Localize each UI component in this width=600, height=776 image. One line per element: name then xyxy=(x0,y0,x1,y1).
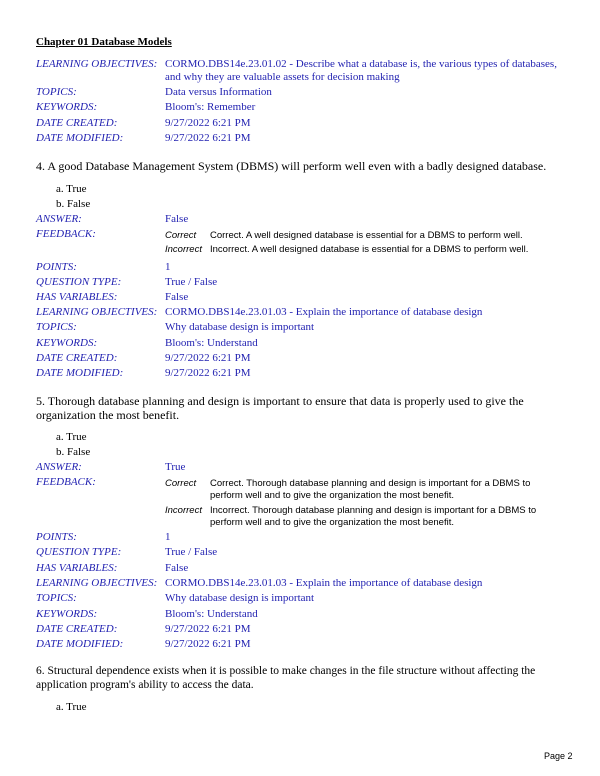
q3-date-created-label: DATE CREATED: xyxy=(36,117,118,129)
q4-feedback-correct-tag: Correct xyxy=(165,230,197,241)
q5-date-modified-label: DATE MODIFIED: xyxy=(36,638,124,650)
q6-question-line-2: application program's ability to access the data. xyxy=(36,679,254,691)
q4-date-created-value: 9/27/2022 6:21 PM xyxy=(165,352,251,364)
q5-topics-value: Why database design is important xyxy=(165,592,315,604)
q4-learning-objectives-value: CORMO.DBS14e.23.01.03 - Explain the importance of database design xyxy=(165,306,483,318)
q3-date-modified-label: DATE MODIFIED: xyxy=(36,132,124,144)
q5-feedback-incorrect-text-2: perform well and to give the organization the most benefit. xyxy=(210,517,454,528)
q3-learning-objectives-label: LEARNING OBJECTIVES: xyxy=(36,58,158,70)
q5-topics-label: TOPICS: xyxy=(36,592,77,604)
q4-date-modified-value: 9/27/2022 6:21 PM xyxy=(165,367,251,379)
q3-topics-value: Data versus Information xyxy=(165,86,272,98)
q5-date-created-value: 9/27/2022 6:21 PM xyxy=(165,623,251,635)
q5-feedback-correct-tag: Correct xyxy=(165,478,197,489)
q5-feedback-correct-text-1: Correct. Thorough database planning and design is important for a DBMS to xyxy=(210,478,531,489)
q3-learning-objectives-value-2: and why they are valuable assets for decision making xyxy=(165,71,400,83)
q6-question-line-1: 6. Structural dependence exists when it is possible to make changes in the file structure without affecting the xyxy=(36,665,536,677)
q5-has-variables-value: False xyxy=(165,562,189,574)
q5-feedback-label: FEEDBACK: xyxy=(36,476,96,488)
q6-option-a: a. True xyxy=(56,701,87,713)
q5-learning-objectives-value: CORMO.DBS14e.23.01.03 - Explain the importance of database design xyxy=(165,577,483,589)
q5-date-modified-value: 9/27/2022 6:21 PM xyxy=(165,638,251,650)
q3-keywords-value: Bloom's: Remember xyxy=(165,101,256,113)
q4-feedback-incorrect-tag: Incorrect xyxy=(165,244,202,255)
q5-keywords-value: Bloom's: Understand xyxy=(165,608,258,620)
q4-keywords-value: Bloom's: Understand xyxy=(165,337,258,349)
q4-date-created-label: DATE CREATED: xyxy=(36,352,118,364)
q5-answer-value: True xyxy=(165,461,186,473)
q5-points-label: POINTS: xyxy=(36,531,77,543)
q4-answer-value: False xyxy=(165,213,189,225)
q3-date-created-value: 9/27/2022 6:21 PM xyxy=(165,117,251,129)
page-number: Page 2 xyxy=(544,751,573,761)
q4-points-value: 1 xyxy=(165,261,171,273)
q3-learning-objectives-value-1: CORMO.DBS14e.23.01.02 - Describe what a database is, the various types of databases, xyxy=(165,58,557,70)
q4-topics-label: TOPICS: xyxy=(36,321,77,333)
q5-question-line-1: 5. Thorough database planning and design is important to ensure that data is properly used to give the xyxy=(36,394,524,408)
q4-points-label: POINTS: xyxy=(36,261,77,273)
q4-feedback-correct-text: Correct. A well designed database is essential for a DBMS to perform well. xyxy=(210,230,523,241)
q4-topics-value: Why database design is important xyxy=(165,321,315,333)
q5-feedback-correct-text-2: perform well and to give the organization the most benefit. xyxy=(210,490,454,501)
q4-feedback-incorrect-text: Incorrect. A well designed database is essential for a DBMS to perform well. xyxy=(210,244,529,255)
q5-keywords-label: KEYWORDS: xyxy=(36,608,98,620)
q4-feedback-label: FEEDBACK: xyxy=(36,228,96,240)
q4-option-a: a. True xyxy=(56,183,87,195)
q5-question-line-2: organization the most benefit. xyxy=(36,408,180,422)
q5-option-b: b. False xyxy=(56,446,91,458)
q5-learning-objectives-label: LEARNING OBJECTIVES: xyxy=(36,577,158,589)
q4-option-b: b. False xyxy=(56,198,91,210)
q5-points-value: 1 xyxy=(165,531,171,543)
q5-has-variables-label: HAS VARIABLES: xyxy=(36,562,118,574)
q5-option-a: a. True xyxy=(56,431,87,443)
q5-feedback-incorrect-text-1: Incorrect. Thorough database planning and design is important for a DBMS to xyxy=(210,505,537,516)
q4-keywords-label: KEYWORDS: xyxy=(36,337,98,349)
q4-question-type-value: True / False xyxy=(165,276,218,288)
q4-date-modified-label: DATE MODIFIED: xyxy=(36,367,124,379)
q5-answer-label: ANSWER: xyxy=(36,461,82,473)
q4-has-variables-value: False xyxy=(165,291,189,303)
q5-feedback-incorrect-tag: Incorrect xyxy=(165,505,202,516)
q3-topics-label: TOPICS: xyxy=(36,86,77,98)
chapter-title: Chapter 01 Database Models xyxy=(36,36,172,48)
q5-question-type-value: True / False xyxy=(165,546,218,558)
q3-keywords-label: KEYWORDS: xyxy=(36,101,98,113)
q5-date-created-label: DATE CREATED: xyxy=(36,623,118,635)
q4-question: 4. A good Database Management System (DBMS) will perform well even with a badly designed database. xyxy=(36,159,547,173)
q5-question-type-label: QUESTION TYPE: xyxy=(36,546,122,558)
q4-learning-objectives-label: LEARNING OBJECTIVES: xyxy=(36,306,158,318)
q4-question-type-label: QUESTION TYPE: xyxy=(36,276,122,288)
q4-answer-label: ANSWER: xyxy=(36,213,82,225)
q4-has-variables-label: HAS VARIABLES: xyxy=(36,291,118,303)
q3-date-modified-value: 9/27/2022 6:21 PM xyxy=(165,132,251,144)
